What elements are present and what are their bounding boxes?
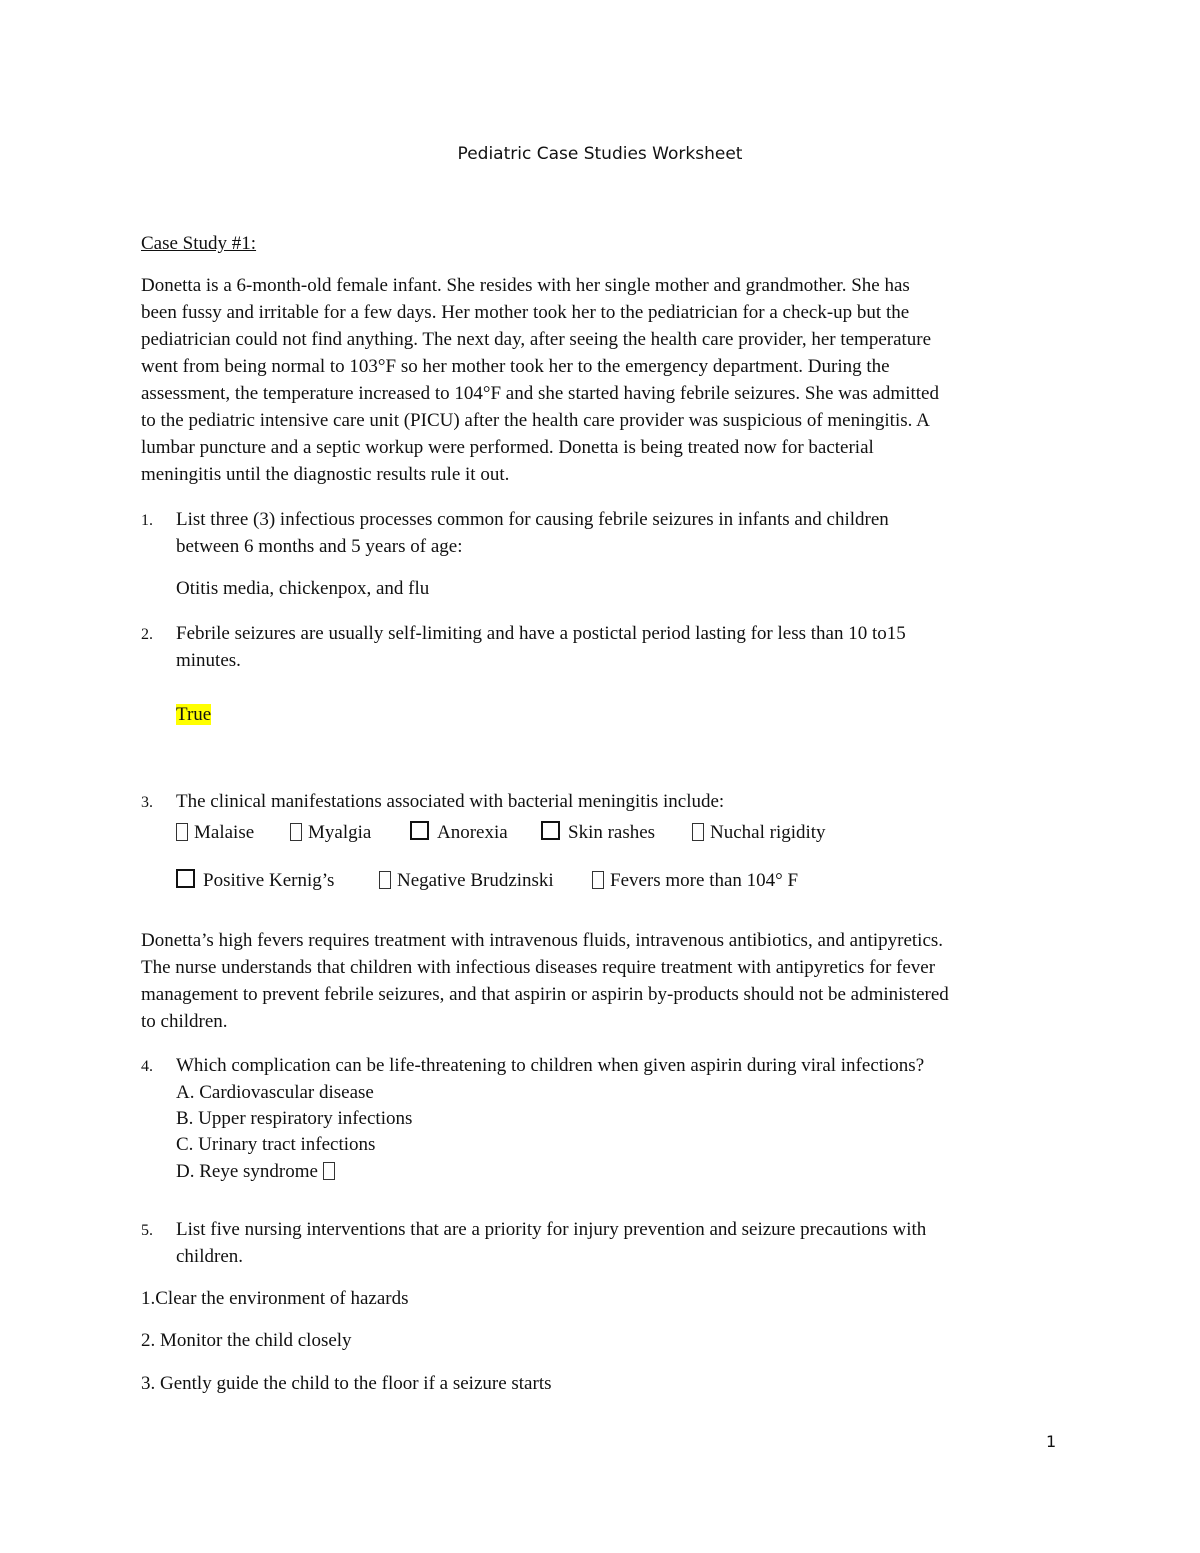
question-text: Which complication can be life-threatening to children when given aspirin during viral infections? [176,1055,925,1076]
missing-glyph-icon [692,823,704,841]
checkbox-icon [410,821,429,840]
answer-item: 2. Monitor the child closely [141,1330,352,1351]
highlighted-answer: True [176,704,212,725]
answer-text [176,701,211,728]
option-positive-kernigs: Positive Kernig’s [176,867,334,894]
intro-line: pediatrician could not find anything. The next day, after seeing the health care provider, her temperature [141,329,932,350]
choice-d: D. Reye syndrome [176,1158,341,1185]
option-anorexia: Anorexia [410,819,508,846]
intro-line: went from being normal to 103°F so her mother took her to the emergency department. During the [141,356,890,377]
missing-glyph-icon [379,871,391,889]
question-number: 3. [141,794,153,811]
page-title: Pediatric Case Studies Worksheet [457,144,743,164]
question-number: 4. [141,1058,153,1075]
answer-text: Otitis media, chickenpox, and flu [176,578,430,599]
question-text: List five nursing interventions that are a priority for injury prevention and seizure precautions with [176,1219,927,1240]
intro-line: Donetta is a 6-month-old female infant. She resides with her single mother and grandmother. She has [141,275,910,296]
option-skin-rashes: Skin rashes [541,819,655,846]
answer-item: 1.Clear the environment of hazards [141,1288,409,1309]
option-fevers: Fevers more than 104° F [592,867,798,894]
missing-glyph-icon [592,871,604,889]
choice-b: B. Upper respiratory infections [176,1108,413,1129]
intro-line: lumbar puncture and a septic workup were performed. Donetta is being treated now for bacterial [141,437,874,458]
answer-item: 3. Gently guide the child to the floor if a seizure starts [141,1373,552,1394]
intro-line: to the pediatric intensive care unit (PICU) after the health care provider was suspicious of meningitis. A [141,410,930,431]
page-number: 1 [1046,1432,1057,1451]
option-negative-brudzinski: Negative Brudzinski [379,867,554,894]
paragraph-line: Donetta’s high fevers requires treatment with intravenous fluids, intravenous antibiotics, and antipyretics. [141,930,944,951]
question-number: 1. [141,512,153,529]
question-text: Febrile seizures are usually self-limiting and have a postictal period lasting for less than 10 to15 [176,623,906,644]
paragraph-line: to children. [141,1011,228,1032]
option-nuchal-rigidity: Nuchal rigidity [692,819,826,846]
intro-line: meningitis until the diagnostic results rule it out. [141,464,510,485]
intro-line: assessment, the temperature increased to 104°F and she started having febrile seizures. She was admitted [141,383,939,404]
missing-glyph-icon [323,1162,335,1180]
missing-glyph-icon [290,823,302,841]
missing-glyph-icon [176,823,188,841]
question-text: The clinical manifestations associated with bacterial meningitis include: [176,791,725,812]
question-text: minutes. [176,650,241,671]
intro-line: been fussy and irritable for a few days. Her mother took her to the pediatrician for a check-up but the [141,302,910,323]
checkbox-icon [541,821,560,840]
paragraph-line: management to prevent febrile seizures, and that aspirin or aspirin by-products should not be administered [141,984,949,1005]
question-text: between 6 months and 5 years of age: [176,536,463,557]
question-text: children. [176,1246,244,1267]
checkbox-icon [176,869,195,888]
question-text: List three (3) infectious processes common for causing febrile seizures in infants and children [176,509,889,530]
choice-a: A. Cardiovascular disease [176,1082,374,1103]
option-malaise: Malaise [176,819,254,846]
choice-c: C. Urinary tract infections [176,1134,376,1155]
question-number: 5. [141,1222,153,1239]
option-myalgia: Myalgia [290,819,371,846]
paragraph-line: The nurse understands that children with infectious diseases require treatment with antipyretics for fever [141,957,936,978]
case-study-heading: Case Study #1: [141,233,257,254]
question-number: 2. [141,626,153,643]
